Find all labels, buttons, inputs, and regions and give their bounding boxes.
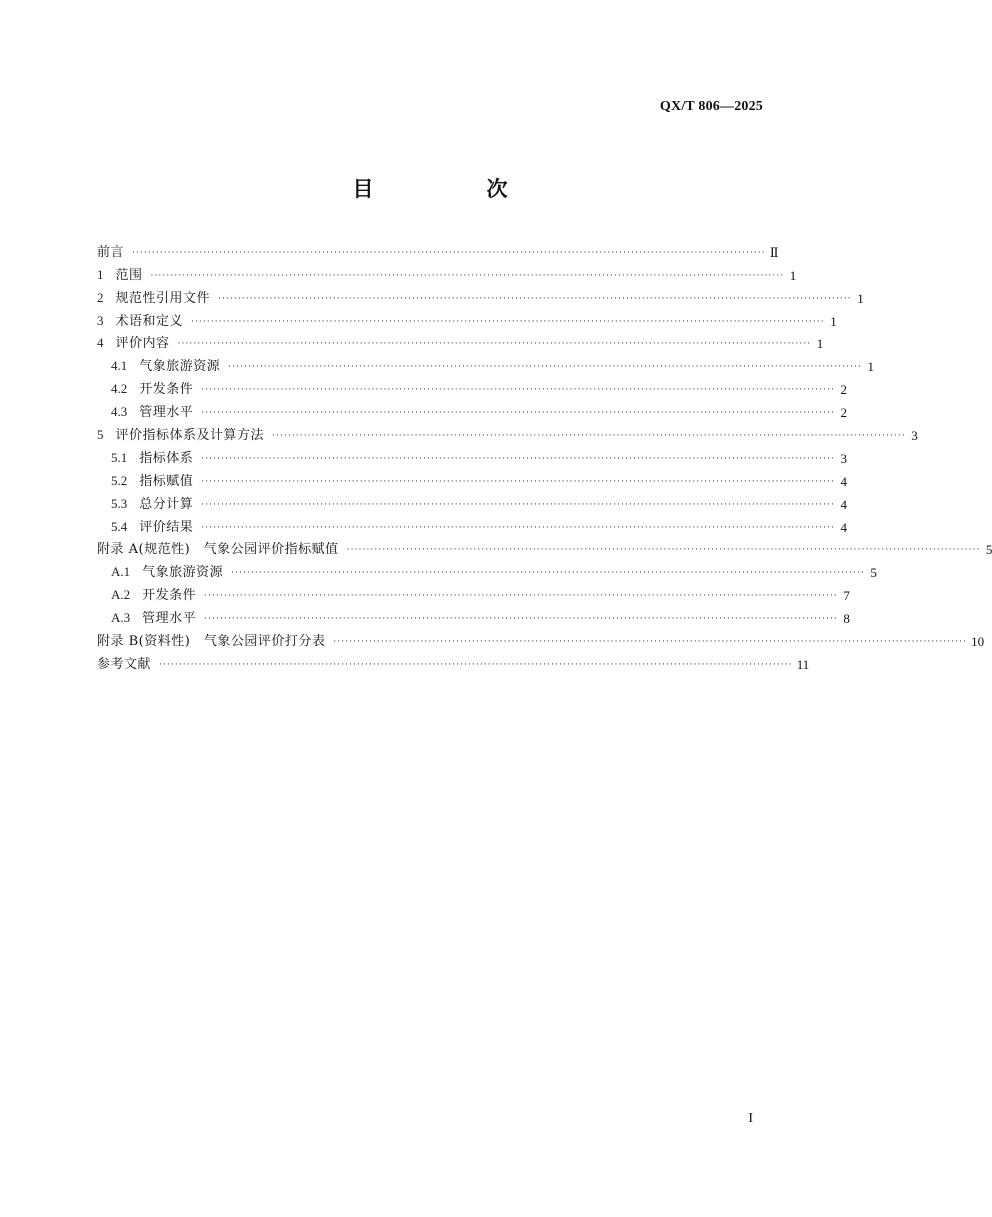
toc-dot-leader: ································································································································································ (150, 270, 785, 281)
toc-entry-page: 3 (911, 428, 918, 444)
toc-entry-title: 气象旅游资源 (142, 565, 224, 581)
toc-dot-leader: ································································································································································ (177, 339, 812, 350)
toc-entry-title: 指标赋值 (139, 473, 194, 489)
toc-entry[interactable] (97, 307, 837, 330)
toc-dot-leader: ································································································································································ (201, 453, 835, 464)
toc-entry-number: A.1 (111, 564, 131, 580)
toc-entry-title: 范围 (115, 267, 143, 283)
toc-entry[interactable] (97, 421, 918, 444)
toc-entry[interactable] (97, 627, 985, 650)
toc-entry-title: 术语和定义 (115, 313, 184, 329)
toc-entry[interactable] (97, 398, 847, 421)
toc-entry-page: 3 (840, 450, 847, 466)
toc-entry-title: 开发条件 (142, 588, 197, 604)
toc-entry-title: 气象旅游资源 (139, 359, 221, 375)
toc-dot-leader: ································································································································································ (333, 637, 968, 648)
toc-entry-page: 5 (870, 565, 877, 581)
toc-dot-leader: ································································································································································ (228, 362, 862, 373)
toc-entry[interactable] (97, 444, 847, 467)
toc-entry-title: 前言 (97, 244, 125, 260)
toc-entry-label (111, 496, 193, 513)
toc-entry-label (111, 587, 196, 604)
toc-entry-label (111, 404, 193, 421)
toc-entry-page: 11 (796, 656, 810, 672)
toc-entry-page: 2 (840, 382, 847, 398)
toc-entry-label (97, 267, 143, 284)
toc-entry-page: 7 (843, 588, 850, 604)
toc-entry-label (97, 634, 325, 650)
toc-list (97, 238, 992, 673)
toc-entry-number: 5.2 (111, 472, 128, 488)
toc-entry[interactable] (97, 604, 850, 627)
toc-entry-page: 1 (867, 359, 874, 375)
toc-entry[interactable] (97, 375, 847, 398)
toc-entry-label (97, 335, 170, 352)
toc-dot-leader: ································································································································································ (201, 476, 835, 487)
toc-title: 目 次 (352, 177, 554, 201)
toc-entry-number: 1 (97, 266, 104, 282)
toc-entry-label (111, 381, 193, 398)
toc-entry-title: 评价结果 (139, 519, 194, 535)
toc-entry-title: 附录 A(规范性) 气象公园评价指标赋值 (97, 542, 339, 558)
toc-entry-number: 5 (97, 427, 104, 443)
toc-entry-title: 指标体系 (139, 450, 194, 466)
toc-entry-page: 1 (816, 336, 824, 352)
toc-dot-leader: ································································································································································ (201, 408, 835, 419)
toc-entry-label (111, 519, 193, 536)
toc-entry-label (97, 245, 124, 261)
toc-entry[interactable] (97, 352, 874, 375)
toc-entry-number: 4.1 (111, 358, 128, 374)
toc-entry-title: 附录 B(资料性) 气象公园评价打分表 (97, 634, 326, 650)
toc-entry-number: 5.1 (111, 449, 128, 465)
toc-entry-page: 5 (985, 542, 992, 558)
toc-dot-leader: ································································································································································ (218, 293, 852, 304)
toc-dot-leader: ································································································································································ (346, 545, 981, 556)
toc-entry[interactable] (97, 238, 779, 261)
toc-entry[interactable] (97, 490, 847, 513)
toc-entry-title: 评价内容 (115, 336, 170, 352)
toc-entry[interactable] (97, 467, 847, 490)
toc-entry-label (97, 313, 183, 330)
toc-entry-title: 参考文献 (97, 656, 152, 672)
toc-entry-title: 管理水平 (139, 405, 194, 421)
toc-entry-number: A.3 (111, 610, 131, 626)
toc-entry[interactable] (97, 261, 797, 284)
toc-entry-page: 1 (789, 267, 797, 283)
toc-entry-label (97, 542, 339, 558)
toc-dot-leader: ································································································································································ (201, 385, 835, 396)
toc-dot-leader: ································································································································································ (191, 316, 825, 327)
toc-entry-label (111, 473, 193, 490)
toc-entry-number: 4.2 (111, 381, 128, 397)
toc-entry[interactable] (97, 330, 824, 353)
toc-dot-leader: ································································································································································ (204, 614, 838, 625)
toc-entry-page: Ⅱ (769, 244, 779, 260)
toc-entry-number: 2 (97, 289, 104, 305)
toc-entry-page: 1 (857, 290, 864, 306)
document-code: QX/T 806—2025 (659, 99, 763, 114)
toc-entry-label (111, 450, 193, 467)
toc-entry-label (111, 564, 223, 581)
toc-entry[interactable] (97, 284, 864, 307)
toc-dot-leader: ································································································································································ (204, 591, 838, 602)
toc-entry-title: 规范性引用文件 (115, 290, 211, 306)
toc-entry-number: 3 (97, 312, 104, 328)
toc-entry[interactable] (97, 536, 992, 559)
toc-entry-label (97, 290, 210, 307)
toc-dot-leader: ································································································································································ (272, 431, 906, 442)
toc-entry[interactable] (97, 558, 877, 581)
toc-entry-label (111, 610, 196, 627)
page-number: I (748, 1111, 753, 1126)
toc-entry-title: 开发条件 (139, 382, 194, 398)
toc-entry-number: 4.3 (111, 404, 128, 420)
toc-entry-title: 管理水平 (142, 611, 197, 627)
toc-entry-title: 总分计算 (139, 496, 194, 512)
toc-entry-page: 2 (840, 405, 847, 421)
toc-entry[interactable] (97, 513, 847, 536)
toc-dot-leader: ································································································································································ (132, 247, 766, 258)
toc-entry-page: 4 (840, 519, 847, 535)
toc-entry-label (97, 657, 151, 673)
toc-dot-leader: ································································································································································ (201, 499, 835, 510)
toc-entry-title: 评价指标体系及计算方法 (115, 428, 265, 444)
toc-entry-page: 1 (830, 313, 837, 329)
toc-dot-leader: ································································································································································ (231, 568, 865, 579)
toc-entry-page: 4 (840, 473, 847, 489)
toc-entry-label (111, 358, 220, 375)
toc-dot-leader: ································································································································································ (201, 522, 835, 533)
toc-entry[interactable] (97, 650, 810, 673)
toc-entry-page: 4 (840, 496, 847, 512)
toc-entry-number: 4 (97, 335, 104, 351)
toc-entry-page: 8 (843, 611, 850, 627)
toc-entry[interactable] (97, 581, 850, 604)
toc-entry-label (97, 427, 264, 444)
toc-entry-number: 5.4 (111, 518, 128, 534)
toc-entry-page: 10 (971, 634, 985, 650)
toc-entry-number: 5.3 (111, 495, 128, 511)
toc-entry-number: A.2 (111, 587, 131, 603)
toc-dot-leader: ································································································································································ (159, 659, 793, 670)
